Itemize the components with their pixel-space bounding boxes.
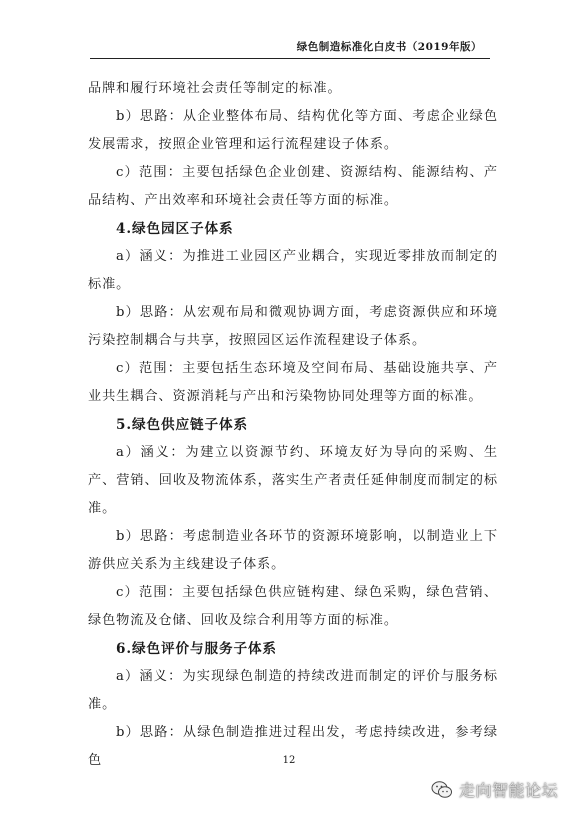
paragraph: b）思路：从绿色制造推进过程出发，考虑持续改进，参考绿色 — [88, 725, 498, 768]
paragraph: a）涵义：为实现绿色制造的持续改进而制定的评价与服务标准。 — [88, 669, 498, 712]
watermark — [431, 778, 558, 801]
page-number: 12 — [282, 755, 296, 766]
paragraph: a）涵义：为推进工业园区产业耦合，实现近零排放而制定的标准。 — [88, 249, 498, 292]
paragraph-continuation: 品牌和履行环境社会责任等制定的标准。 — [88, 81, 342, 96]
paragraph: b）思路：考虑制造业各环节的资源环境影响，以制造业上下游供应关系为主线建设子体系。 — [88, 529, 498, 572]
page-header — [90, 0, 490, 59]
section-heading: 4.绿色园区子体系 — [116, 221, 234, 237]
paragraph: a）涵义：为建立以资源节约、环境友好为导向的采购、生产、营销、回收及物流体系，落实生产者责任延伸制度而制定的标准。 — [88, 445, 498, 516]
section-heading: 6.绿色评价与服务子体系 — [116, 641, 277, 657]
wechat-icon — [431, 780, 453, 800]
section-heading: 5.绿色供应链子体系 — [116, 417, 248, 433]
header-title: 绿色制造标准化白皮书（2019年版） — [296, 41, 482, 53]
document-body — [88, 75, 498, 775]
paragraph: c）范围：主要包括绿色供应链构建、绿色采购，绿色营销、绿色物流及仓储、回收及综合利用等方面的标准。 — [88, 585, 498, 628]
paragraph: b）思路：从宏观布局和微观协调方面，考虑资源供应和环境污染控制耦合与共享，按照园区运作流程建设子体系。 — [88, 305, 498, 348]
paragraph: c）范围：主要包括生态环境及空间布局、基础设施共享、产业共生耦合、资源消耗与产出和污染物协同处理等方面的标准。 — [88, 361, 498, 404]
paragraph: b）思路：从企业整体布局、结构优化等方面、考虑企业绿色发展需求，按照企业管理和运行流程建设子体系。 — [88, 109, 498, 152]
watermark-text: 走向智能论坛 — [458, 781, 558, 800]
paragraph: c）范围：主要包括绿色企业创建、资源结构、能源结构、产品结构、产出效率和环境社会责任等方面的标准。 — [88, 165, 498, 208]
